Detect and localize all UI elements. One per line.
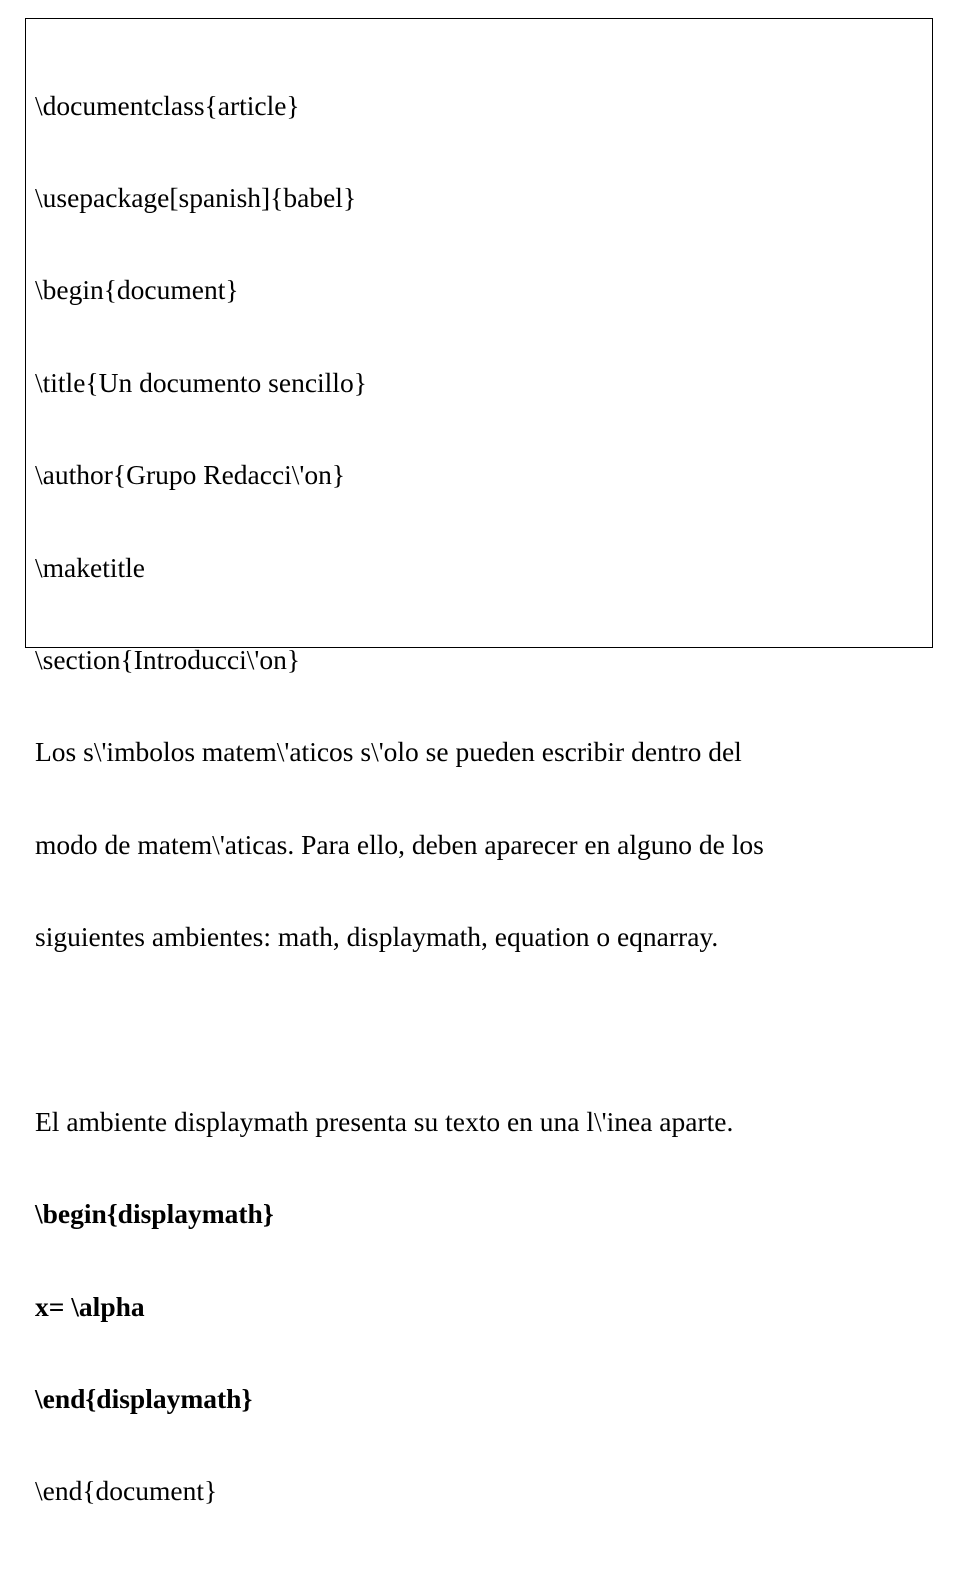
latex-source-code xyxy=(35,29,922,1569)
code-line-begin-displaymath: \begin{displaymath} xyxy=(35,1198,274,1230)
code-line-section: \section{Introducci\'on} xyxy=(35,643,301,675)
code-line-documentclass: \documentclass{article} xyxy=(35,89,300,121)
code-line-paragraph-1: Los s\'imbolos matem\'aticos s\'olo se pueden escribir dentro del xyxy=(35,736,742,768)
latex-source-box xyxy=(25,18,933,1507)
code-line-paragraph-4: El ambiente displaymath presenta su texto en una l\'inea aparte. xyxy=(35,1105,734,1137)
code-line-maketitle: \maketitle xyxy=(35,551,145,583)
code-line-equation: x= \alpha xyxy=(35,1290,145,1322)
code-line-paragraph-2: modo de matem\'aticas. Para ello, deben aparecer en alguno de los xyxy=(35,828,764,860)
code-line-begin-document: \begin{document} xyxy=(35,274,239,306)
code-line-paragraph-3: siguientes ambientes: math, displaymath, equation o eqnarray. xyxy=(35,921,719,953)
code-line-end-document: \end{document} xyxy=(35,1475,218,1507)
code-line-title: \title{Un documento sencillo} xyxy=(35,366,367,398)
code-line-author: \author{Grupo Redacci\'on} xyxy=(35,459,346,491)
code-line-blank xyxy=(35,1015,922,1046)
code-line-usepackage: \usepackage[spanish]{babel} xyxy=(35,181,357,213)
code-line-end-displaymath: \end{displaymath} xyxy=(35,1383,253,1415)
